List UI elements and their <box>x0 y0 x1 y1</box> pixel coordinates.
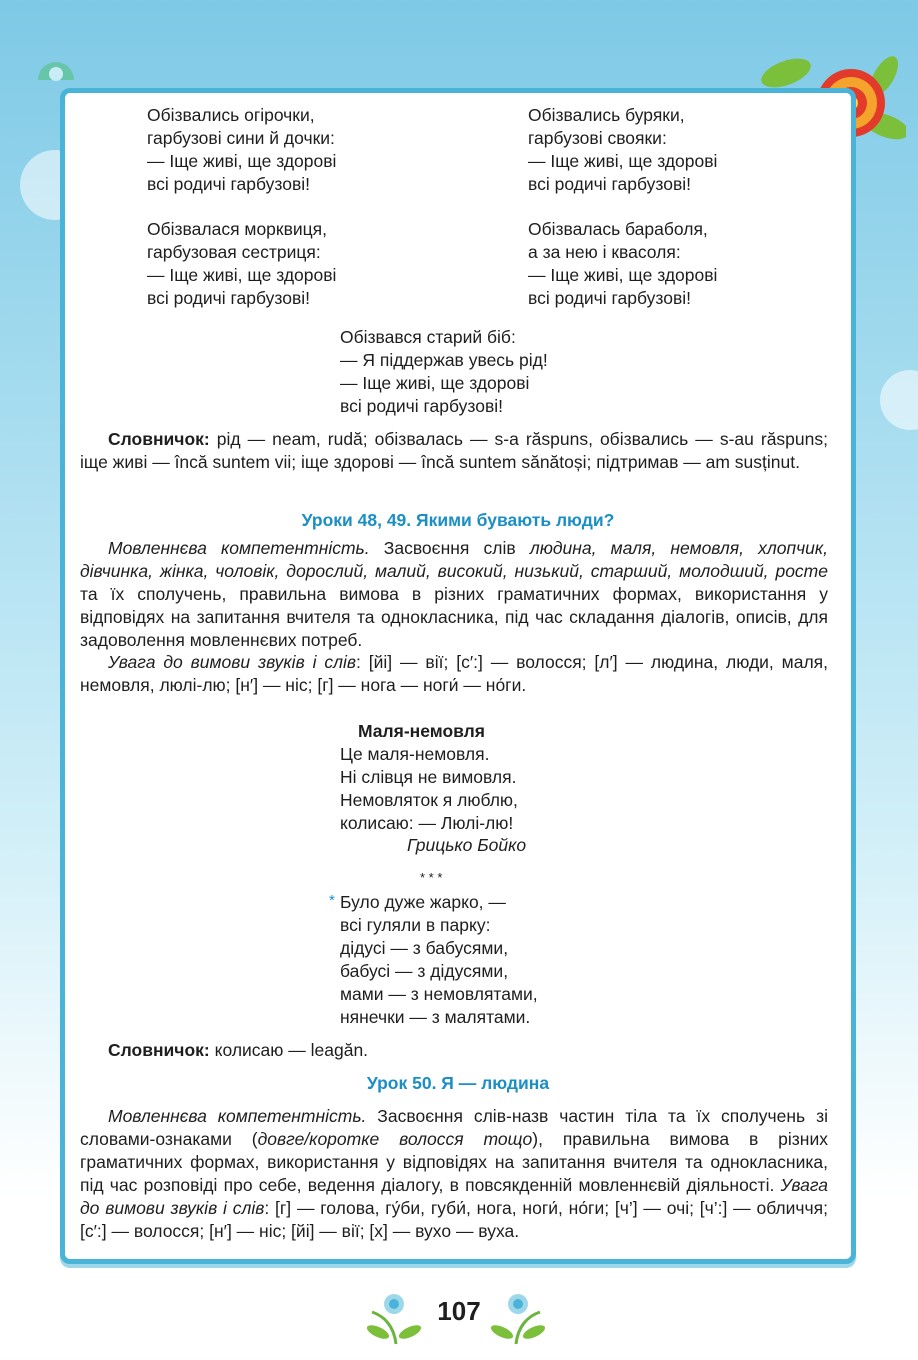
floral-ornament-right-icon <box>484 1286 548 1346</box>
paragraph-text: та їх сполучень, правильна вимова в різних граматичних формах, використання у відповідях на запитання вчителя та однокласника, під час складання діалогів, описів, для задоволення мовленнєвих потреб. <box>80 584 828 650</box>
poem-line: нянечки — з малятами. <box>340 1007 531 1027</box>
poem-line: всі родичі гарбузові! <box>528 288 691 308</box>
competence-label: Мовленнєва компетентність. <box>108 1106 367 1126</box>
stanza-left-2 <box>147 218 336 310</box>
poem-line: всі родичі гарбузові! <box>147 174 310 194</box>
poem-line: мами — з немовлятами, <box>340 984 538 1004</box>
stanza-right-2 <box>528 218 717 310</box>
pronunciation-label: Увага до вимови звуків і слів <box>80 1175 828 1218</box>
paragraph-text: Засвоєння слів-назв частин тіла та їх сполучень зі словами-ознаками ( <box>80 1106 828 1149</box>
pronunciation-label: Увага до вимови звуків і слів <box>108 652 357 672</box>
paragraph-text: : [г] — голова, гу́би, губи́, нога, ноги́, но́ги; [ч’] — очі; [ч’:] — обличчя; [с′:] — волосся; [н′] — ніс; [йі] — вії; [х] — вухо — вуха. <box>80 1198 828 1241</box>
poem-line: — Іще живі, ще здорові <box>528 151 718 171</box>
paragraph-text: ), правильна вимова в різних граматичних формах, використання у відповідях на запитання вчителя та однокласника, під час розповіді про себе, ведення діалогу, в повсякденній мовленнєвій діяльності. <box>80 1129 828 1195</box>
poem-marker: * <box>329 892 335 909</box>
poem-line: всі родичі гарбузові! <box>147 288 310 308</box>
page-number: 107 <box>437 1296 481 1326</box>
poem-title: Маля-немовля <box>358 721 486 741</box>
poem-line: Ні слівця не вимовля. <box>340 767 517 787</box>
stanza-right-1 <box>528 104 717 196</box>
poem-bulo-duzhe-zharko <box>340 891 538 1029</box>
poem-line: — Іще живі, ще здорові <box>340 373 530 393</box>
poem-line: бабусі — з дідусями, <box>340 961 509 981</box>
vocabulary-label: Словничок: <box>108 429 210 449</box>
cloud-decoration <box>880 370 918 430</box>
poem-line: — Іще живі, ще здорові <box>147 265 337 285</box>
poem-line: — Я піддержав увесь рід! <box>340 350 548 370</box>
poem-line: Обізвалась бараболя, <box>528 219 708 239</box>
stanza-separator: * * * <box>420 870 443 885</box>
poem-line: всі гуляли в парку: <box>340 915 491 935</box>
lesson-48-heading: Уроки 48, 49. Якими бувають люди? <box>301 510 615 530</box>
stanza-center <box>340 326 548 418</box>
vocabulary-note-1 <box>80 428 828 474</box>
lesson-48-competence-paragraph <box>80 537 828 652</box>
poem-line: Обізвалася морквиця, <box>147 219 327 239</box>
poem-line: Обізвались буряки, <box>528 105 685 125</box>
vocabulary-text: рід — neam, rudă; обізвалась — s-a răspuns, обізвались — s-au răspuns; іще живі — încă suntem vii; іще здорові — încă suntem sănătoși; підтримав — am susținut. <box>80 429 828 472</box>
poem-line: а за нею і квасоля: <box>528 242 681 262</box>
poem-line: Це маля-немовля. <box>340 744 490 764</box>
paragraph-text: : [йі] — вії; [с′:] — волосся; [л′] — людина, люди, маля, немовля, люлі-лю; [н′] — ніс; [г] — нога — ноги́ — но́ги. <box>80 652 828 695</box>
poem-line: Обізвався старий біб: <box>340 327 516 347</box>
poem-line: дідусі — з бабусями, <box>340 938 509 958</box>
poem-line: Обізвались огірочки, <box>147 105 315 125</box>
lesson-50-heading: Урок 50. Я — людина <box>366 1073 550 1093</box>
poem-line: Немовляток я люблю, <box>340 790 518 810</box>
lesson-48-pronunciation-paragraph <box>80 651 828 697</box>
paragraph-text: Засвоєння слів <box>369 538 530 558</box>
poem-line: колисаю: — Люлі-лю! <box>340 813 514 833</box>
poem-author: Грицько Бойко <box>407 835 527 855</box>
lesson-50-paragraph <box>80 1105 828 1243</box>
vocabulary-note-2 <box>80 1039 828 1062</box>
vocabulary-words: людина, маля, немовля, хлопчик, дівчинка, жінка, чоловік, дорослий, малий, високий, низький, старший, молодший, росте <box>80 538 828 581</box>
stanza-left-1 <box>147 104 336 196</box>
poem-line: гарбузовая сестриця: <box>147 242 321 262</box>
poem-line: Було дуже жарко, — <box>340 892 506 912</box>
poem-line: — Іще живі, ще здорові <box>528 265 718 285</box>
poem-line: — Іще живі, ще здорові <box>147 151 337 171</box>
competence-label: Мовленнєва компетентність. <box>108 538 370 558</box>
vocabulary-label: Словничок: <box>108 1040 210 1060</box>
poem-line: всі родичі гарбузові! <box>528 174 691 194</box>
poem-line: всі родичі гарбузові! <box>340 396 503 416</box>
poem-line: гарбузові сини й дочки: <box>147 128 335 148</box>
example-words: довге/коротке волосся тощо <box>257 1129 533 1149</box>
poem-maliya-nemovlia <box>340 743 518 835</box>
poem-line: гарбузові свояки: <box>528 128 667 148</box>
vocabulary-text: колисаю — leagăn. <box>209 1040 369 1060</box>
